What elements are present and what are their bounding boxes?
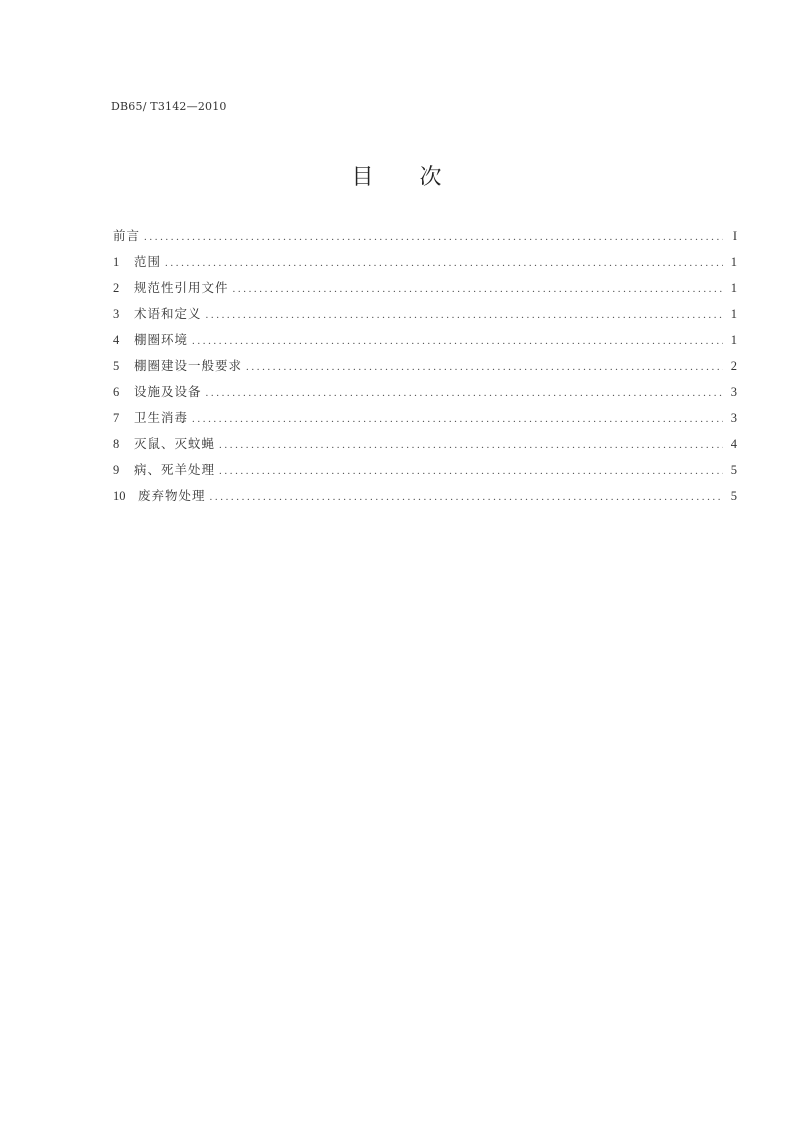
- toc-entry-label: 术语和定义: [134, 306, 202, 321]
- toc-leader-dots: [165, 257, 723, 269]
- toc-entry-2[interactable]: [113, 278, 737, 304]
- toc-entry-foreword[interactable]: [113, 226, 737, 252]
- title-char-2: 次: [419, 165, 442, 190]
- toc-page-number: 1: [730, 255, 737, 269]
- toc-page-number: 1: [730, 307, 737, 321]
- toc-entry-label: 棚圈环境: [134, 332, 189, 347]
- toc-leader-dots: [233, 283, 723, 295]
- toc-entry-number: 9: [113, 463, 120, 477]
- toc-entry-number: 6: [113, 385, 120, 399]
- toc-entry-6[interactable]: [113, 382, 737, 408]
- toc-leader-dots: [210, 491, 723, 503]
- toc-leader-dots: [219, 439, 723, 451]
- toc-entry-7[interactable]: [113, 408, 737, 434]
- toc-page-number: 3: [730, 411, 737, 425]
- table-of-contents: [113, 226, 737, 512]
- toc-leader-dots: [206, 309, 723, 321]
- toc-page-number: 2: [730, 359, 737, 373]
- toc-leader-dots: [246, 361, 723, 373]
- toc-page-number: 5: [730, 489, 737, 503]
- toc-entry-label: 病、死羊处理: [134, 462, 216, 477]
- toc-leader-dots: [192, 335, 723, 347]
- toc-page-number: 1: [730, 281, 737, 295]
- toc-leader-dots: [219, 465, 723, 477]
- toc-page-number: 1: [730, 333, 737, 347]
- toc-leader-dots: [192, 413, 723, 425]
- toc-entry-label: 棚圈建设一般要求: [134, 358, 243, 373]
- toc-leader-dots: [144, 231, 723, 243]
- toc-entry-1[interactable]: [113, 252, 737, 278]
- toc-entry-label: 范围: [134, 254, 162, 269]
- toc-entry-number: 2: [113, 281, 120, 295]
- title-char-1: 目: [351, 165, 374, 190]
- toc-entry-label: 设施及设备: [134, 384, 202, 399]
- toc-entry-label: 卫生消毒: [134, 410, 189, 425]
- toc-entry-number: 10: [113, 489, 126, 503]
- toc-entry-number: 7: [113, 411, 120, 425]
- document-code: DB65/ T3142—2010: [111, 100, 227, 113]
- toc-entry-4[interactable]: [113, 330, 737, 356]
- toc-entry-label: 灭鼠、灭蚊蝇: [134, 436, 216, 451]
- toc-entry-number: 8: [113, 437, 120, 451]
- toc-entry-label: 前言: [113, 228, 141, 243]
- toc-entry-5[interactable]: [113, 356, 737, 382]
- toc-entry-label: 废弃物处理: [138, 488, 206, 503]
- toc-entry-3[interactable]: [113, 304, 737, 330]
- toc-entry-label: 规范性引用文件: [134, 280, 229, 295]
- toc-page-number: I: [732, 229, 737, 243]
- toc-entry-number: 1: [113, 255, 120, 269]
- page-title: [0, 160, 793, 191]
- toc-entry-number: 3: [113, 307, 120, 321]
- toc-page-number: 4: [730, 437, 737, 451]
- toc-page-number: 5: [730, 463, 737, 477]
- toc-entry-10[interactable]: [113, 486, 737, 512]
- toc-entry-9[interactable]: [113, 460, 737, 486]
- toc-entry-number: 5: [113, 359, 120, 373]
- toc-entry-8[interactable]: [113, 434, 737, 460]
- toc-page-number: 3: [730, 385, 737, 399]
- toc-entry-number: 4: [113, 333, 120, 347]
- toc-leader-dots: [206, 387, 723, 399]
